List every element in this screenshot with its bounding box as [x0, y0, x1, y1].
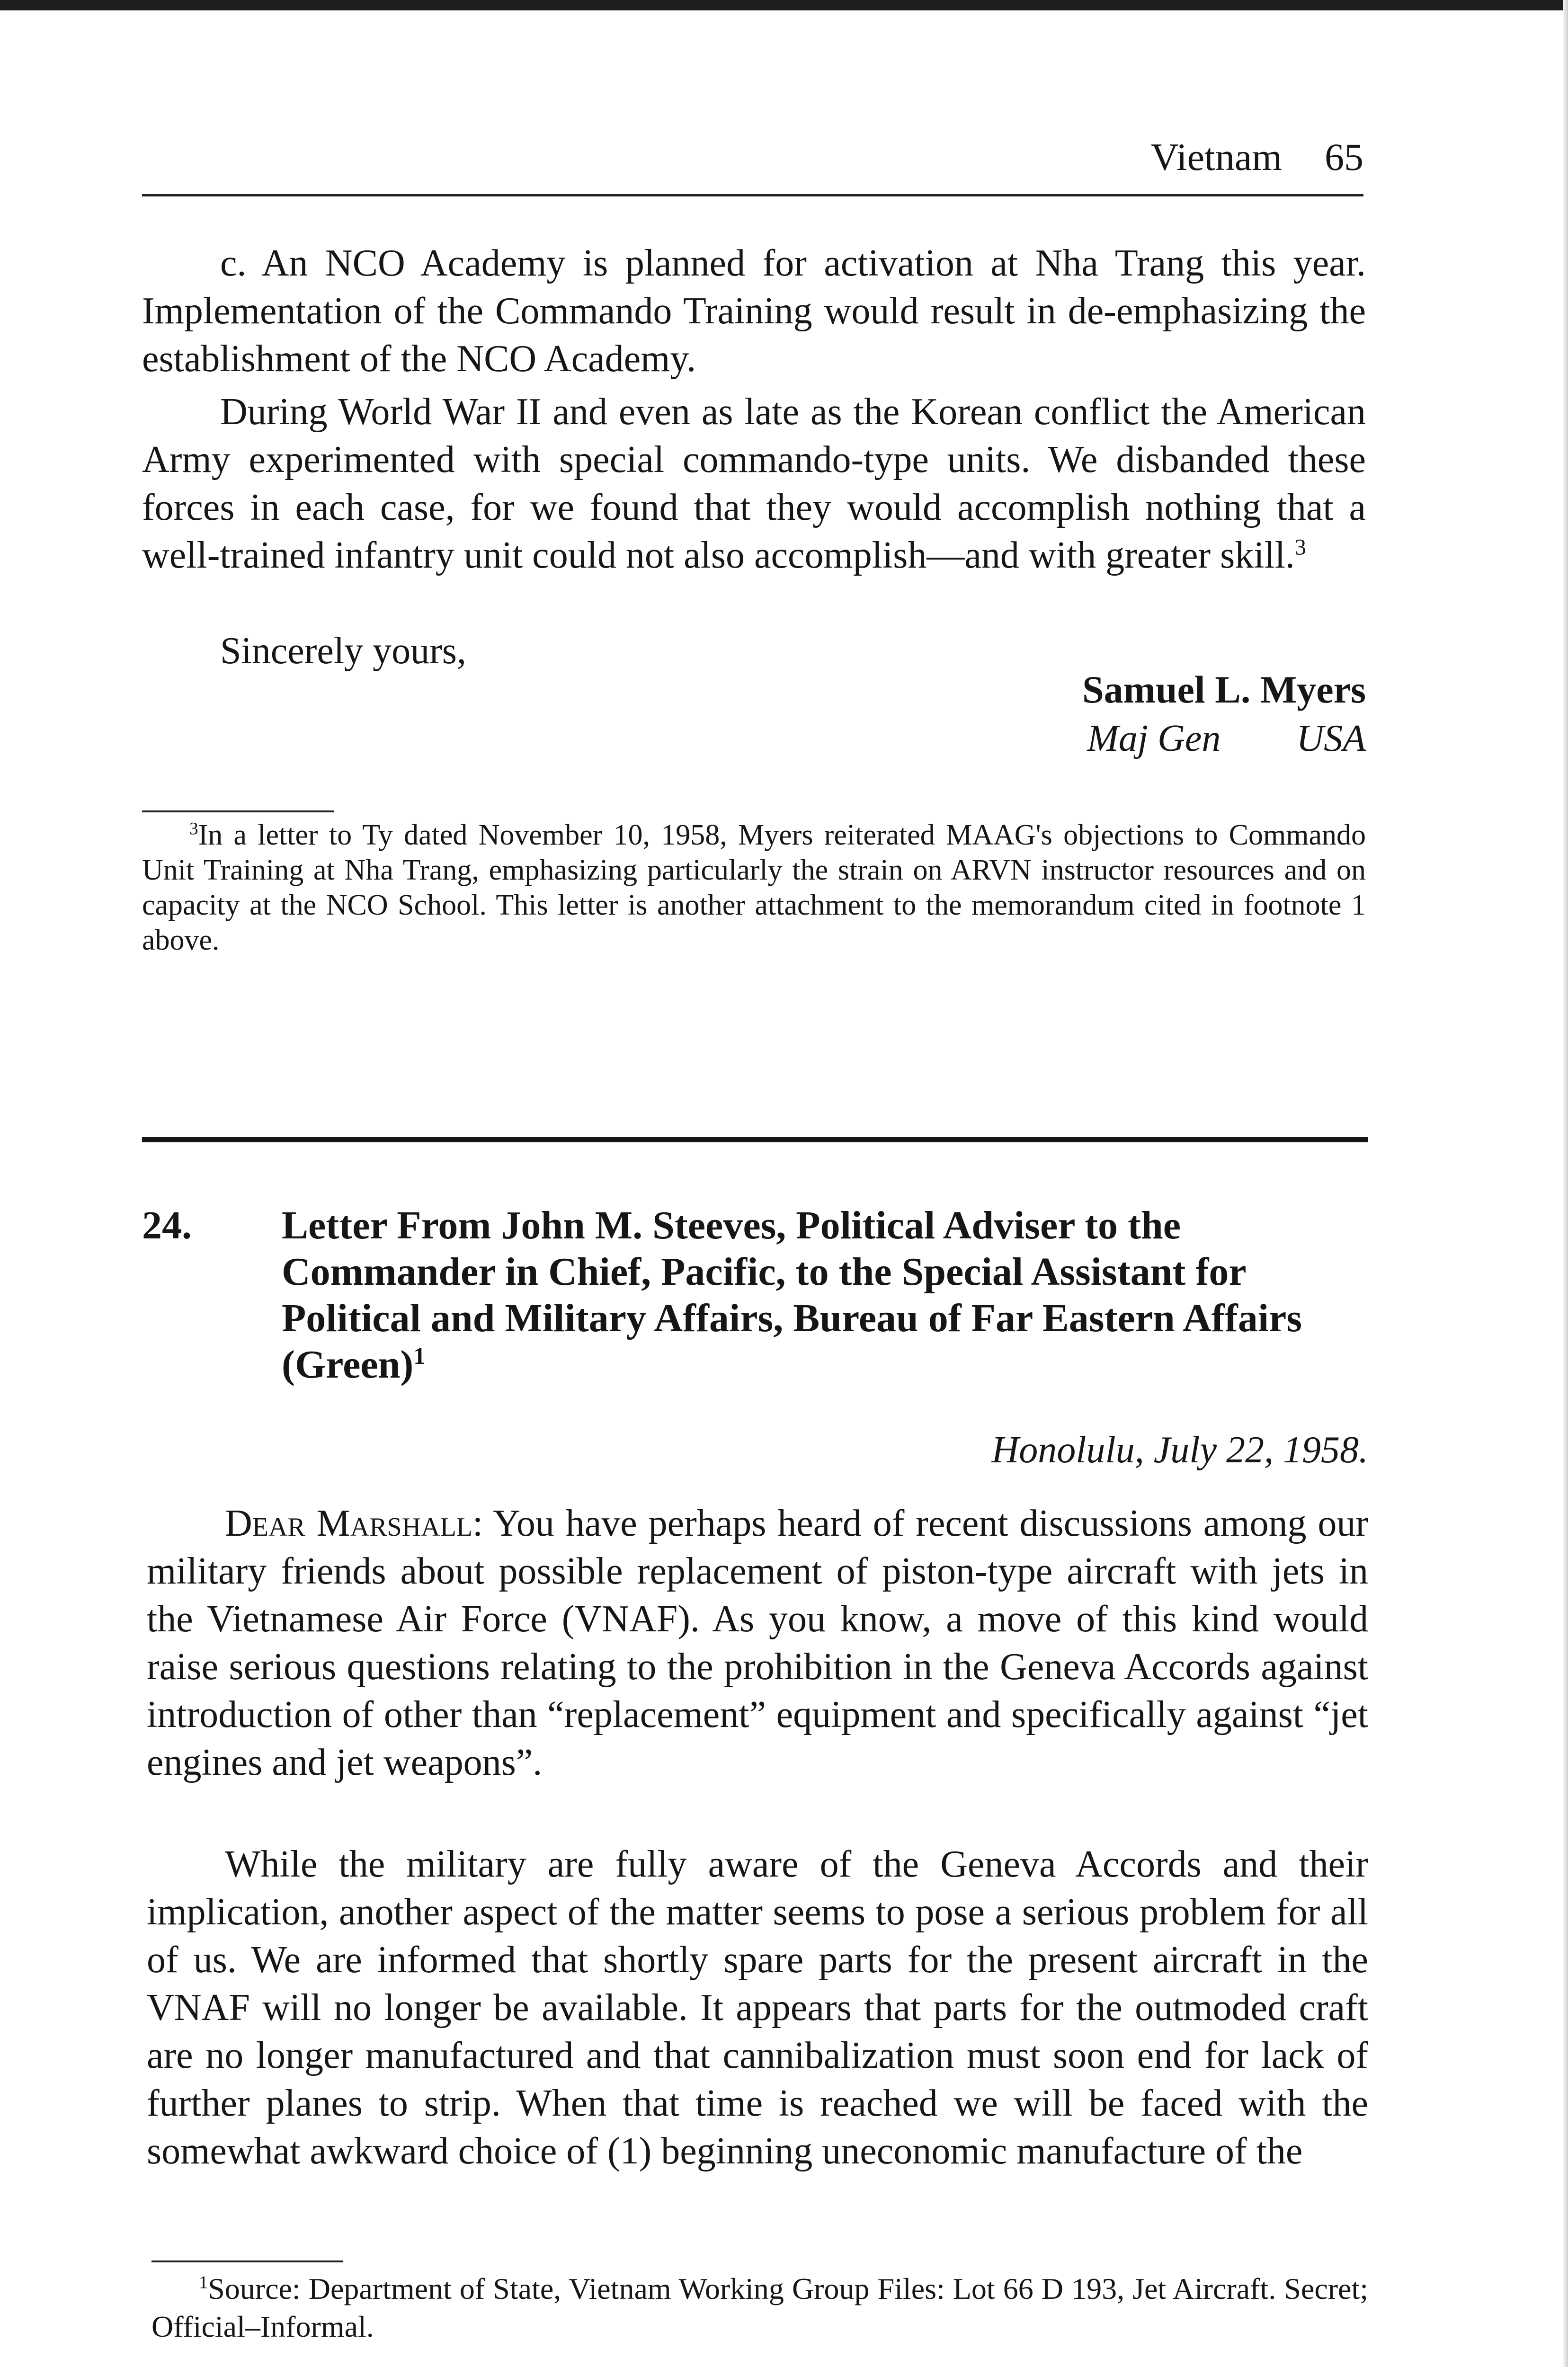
document-title	[282, 1202, 1368, 1388]
header-page-number: 65	[1325, 135, 1363, 178]
footnote-ref-3: 3	[1294, 534, 1306, 560]
footnote-ref-1: 1	[413, 1343, 426, 1369]
footnote-1-marker: 1	[199, 2272, 208, 2293]
salutation: Dear Marshall:	[225, 1503, 483, 1544]
footnote-3-marker: 3	[189, 819, 198, 839]
section-divider	[142, 1137, 1368, 1142]
signature-rank-line	[947, 717, 1366, 760]
signature-rank: Maj Gen	[1087, 718, 1221, 759]
paragraph-ww2	[142, 388, 1366, 579]
header-rule	[142, 194, 1363, 196]
header-section-title: Vietnam	[1150, 135, 1282, 178]
footnote-1-rule	[151, 2260, 343, 2262]
letter-paragraph-1-text: You have perhaps heard of recent discussions among our military friends about possible replacement of piston-type aircraft with jets in the Vietnamese Air Force (VNAF). As you know, a move of this kind would raise serious questions relating to the prohibition in the Geneva Accords against introduction of other than “replacement” equipment and specifically against “jet engines and jet weapons”.	[147, 1503, 1369, 1783]
dateline: Honolulu, July 22, 1958.	[991, 1429, 1368, 1471]
paragraph-c: c. An NCO Academy is planned for activation at Nha Trang this year. Implementation of the Commando Training would result in de-emphasizing the establishment of the NCO Academy.	[142, 242, 1366, 380]
closing-line: Sincerely yours,	[220, 630, 466, 672]
paragraph-ww2-text: During World War II and even as late as the Korean conflict the American Army experimented with special commando-type units. We disbanded these forces in each case, for we found that they would accomplish nothing that a well-trained infantry unit could not also accomplish—and with greater skill.	[142, 391, 1366, 576]
document-number: 24.	[142, 1203, 192, 1247]
letter-paragraph-1	[147, 1500, 1368, 1787]
footnote-3-rule	[142, 810, 334, 812]
footnote-1-text: Source: Department of State, Vietnam Working Group Files: Lot 66 D 193, Jet Aircraft. Secret; Official–Informal.	[151, 2272, 1368, 2343]
footnote-3	[142, 818, 1366, 958]
signature-branch: USA	[1296, 718, 1366, 759]
footnote-1	[151, 2270, 1368, 2346]
running-header	[142, 135, 1363, 188]
footnote-3-text: In a letter to Ty dated November 10, 1958, Myers reiterated MAAG's objections to Commando Unit Training at Nha Trang, emphasizing particularly the strain on ARVN instructor resources and on capacity at the NCO School. This letter is another attachment to the memorandum cited in footnote 1 above.	[142, 819, 1366, 956]
signature-name: Samuel L. Myers	[1082, 668, 1366, 711]
letter-paragraph-2: While the military are fully aware of the Geneva Accords and their implication, another aspect of the matter seems to pose a serious problem for all of us. We are informed that shortly spare parts for the present aircraft in the VNAF will no longer be available. It appears that parts for the outmoded craft are no longer manufactured and that cannibalization must soon end for lack of further planes to strip. When that time is reached we will be faced with the somewhat awkward choice of (1) beginning uneconomic manufacture of the	[147, 1843, 1368, 2172]
document-title-text: Letter From John M. Steeves, Political Adviser to the Commander in Chief, Pacific, to the Special Assistant for Political and Military Affairs, Bureau of Far Eastern Affairs (Green)	[282, 1203, 1302, 1387]
